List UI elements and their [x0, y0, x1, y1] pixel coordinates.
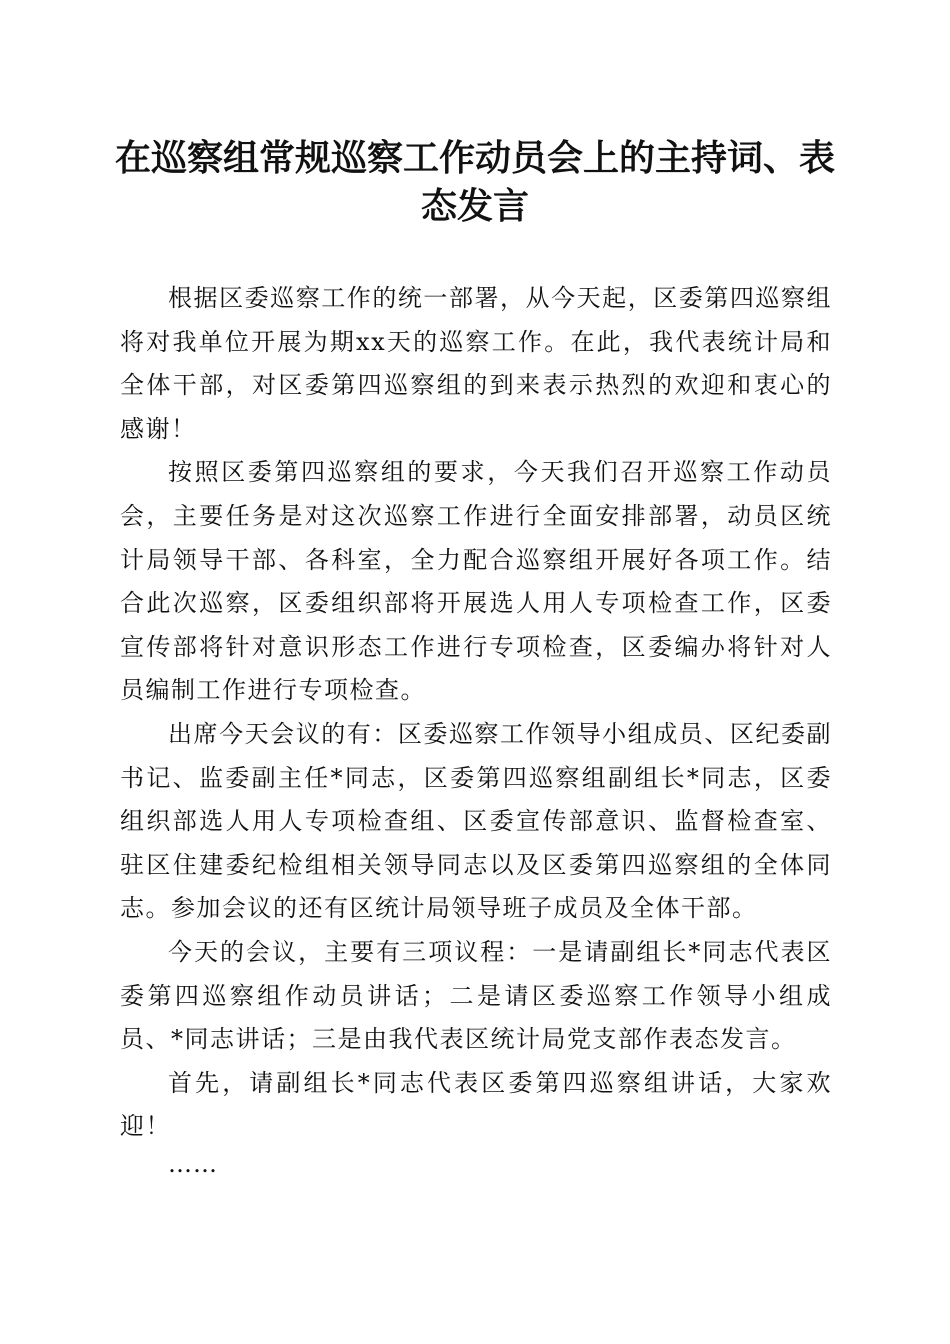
- paragraph-agenda: 今天的会议，主要有三项议程：一是请副组长*同志代表区委第四巡察组作动员讲话；二是请区委巡察工作领导小组成员、*同志讲话；三是由我代表区统计局党支部作表态发言。: [120, 937, 832, 1054]
- paragraph-meeting-purpose: 按照区委第四巡察组的要求，今天我们召开巡察工作动员会，主要任务是对这次巡察工作进行全面安排部署，动员区统计局领导干部、各科室，全力配合巡察组开展好各项工作。结合此次巡察，区委组织部将开展选人用人专项检查工作，区委宣传部将针对意识形态工作进行专项检查，区委编办将针对人员编制工作进行专项检查。: [120, 458, 832, 705]
- ellipsis: ……: [168, 1149, 218, 1178]
- document-title: 在巡察组常规巡察工作动员会上的主持词、表态发言: [114, 137, 835, 227]
- paragraph-intro: 根据区委巡察工作的统一部署，从今天起，区委第四巡察组将对我单位开展为期xx天的巡察工作。在此，我代表统计局和全体干部，对区委第四巡察组的到来表示热烈的欢迎和衷心的感谢！: [120, 284, 832, 443]
- document-body: [120, 277, 832, 1179]
- paragraph-opening: 首先，请副组长*同志代表区委第四巡察组讲话，大家欢迎！: [120, 1068, 832, 1141]
- paragraph-attendees: 出席今天会议的有：区委巡察工作领导小组成员、区纪委副书记、监委副主任*同志，区委第四巡察组副组长*同志，区委组织部选人用人专项检查组、区委宣传部意识、监督检查室、驻区住建委纪检组相关领导同志以及区委第四巡察组的全体同志。参加会议的还有区统计局领导班子成员及全体干部。: [120, 719, 832, 923]
